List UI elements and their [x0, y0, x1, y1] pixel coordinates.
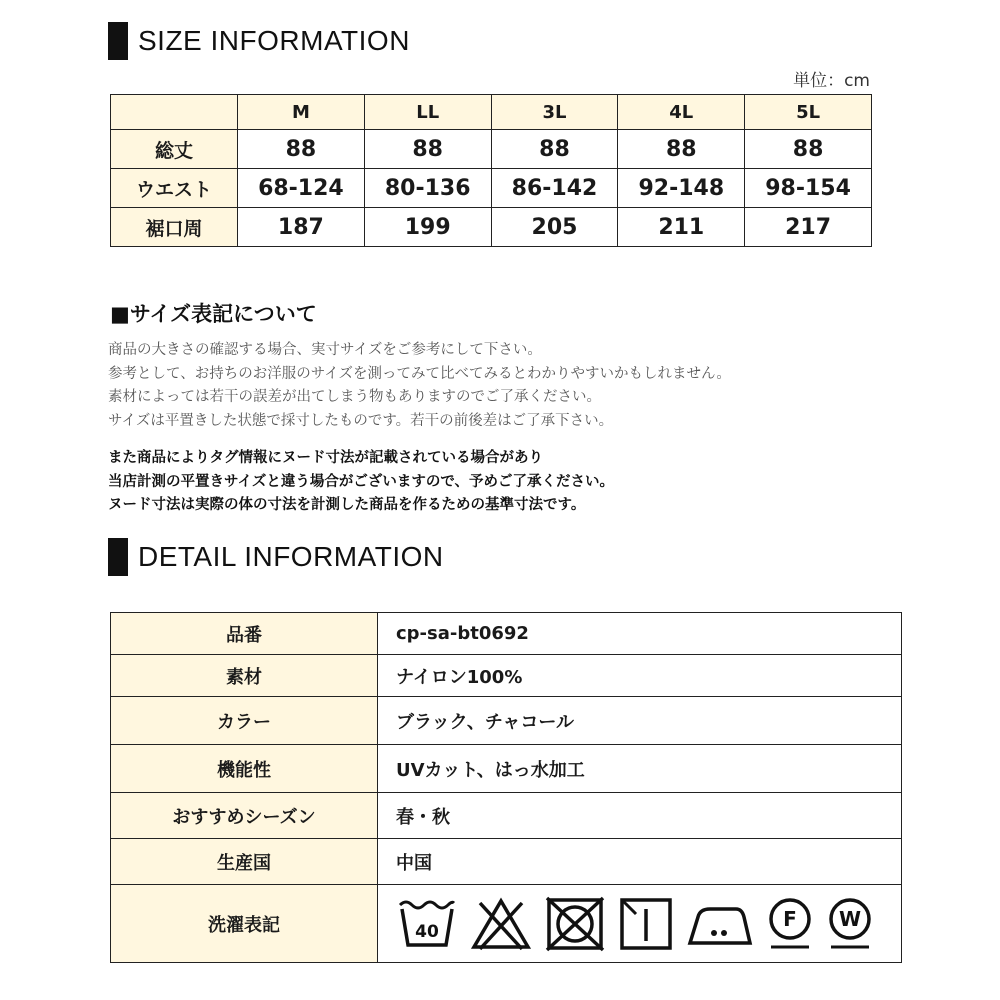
- care-symbols: [378, 885, 902, 963]
- table-cell: 187: [238, 208, 365, 247]
- detail-value-product-number: cp-sa-bt0692: [378, 613, 902, 655]
- table-cell: 205: [491, 208, 618, 247]
- table-cell: 80-136: [364, 169, 491, 208]
- table-cell: 68-124: [238, 169, 365, 208]
- dry-clean-letter: F: [783, 906, 797, 931]
- table-row: [111, 655, 902, 697]
- table-row: [111, 885, 902, 963]
- detail-table: [110, 612, 902, 963]
- detail-value-color: ブラック、チャコール: [378, 697, 902, 745]
- size-note-text: [108, 339, 731, 433]
- row-label-total-length: 総丈: [111, 130, 238, 169]
- table-row: [111, 745, 902, 793]
- note-line: サイズは平置きした状態で採寸したものです。若干の前後差はご了承下さい。: [108, 412, 614, 429]
- table-cell: 86-142: [491, 169, 618, 208]
- detail-label-function: 機能性: [111, 745, 378, 793]
- table-row: [111, 793, 902, 839]
- table-cell: 211: [618, 208, 745, 247]
- size-note-title: ■サイズ表記について: [110, 302, 317, 326]
- line-dry-shade-icon: [618, 895, 674, 953]
- table-row: [111, 613, 902, 655]
- table-cell: 88: [745, 130, 872, 169]
- detail-value-season: 春・秋: [378, 793, 902, 839]
- row-label-hem: 裾口周: [111, 208, 238, 247]
- table-row: [111, 839, 902, 885]
- size-information-title: SIZE INFORMATION: [138, 25, 410, 56]
- note-line: 素材によっては若干の誤差が出てしまう物もありますのでご了承ください。: [108, 389, 601, 405]
- wet-clean-letter: W: [838, 906, 862, 931]
- size-header-m: M: [238, 95, 365, 130]
- heading-bar: [108, 22, 128, 60]
- table-cell: 88: [364, 130, 491, 169]
- unit-label: 単位：cm: [793, 71, 870, 91]
- detail-label-material: 素材: [111, 655, 378, 697]
- note-line: 参考として、お持ちのお洋服のサイズを測ってみて比べてみるとわかりやすいかもしれません。: [108, 365, 731, 382]
- wet-clean-w-icon: [826, 895, 874, 953]
- size-table-header-row: [111, 95, 872, 130]
- table-cell: 88: [238, 130, 365, 169]
- detail-value-material: ナイロン100%: [378, 655, 902, 697]
- heading-bar: [108, 538, 128, 576]
- detail-label-product-number: 品番: [111, 613, 378, 655]
- table-cell: 88: [618, 130, 745, 169]
- size-information-heading: [108, 22, 410, 60]
- note-line: 当店計測の平置きサイズと違う場合がございますので、予めご了承ください。: [108, 473, 615, 490]
- note-line: 商品の大きさの確認する場合、実寸サイズをご参考にして下さい。: [108, 342, 542, 358]
- table-row: [111, 697, 902, 745]
- detail-value-country: 中国: [378, 839, 902, 885]
- detail-label-country: 生産国: [111, 839, 378, 885]
- detail-value-function: UVカット、はっ水加工: [378, 745, 902, 793]
- detail-label-care: 洗濯表記: [111, 885, 378, 963]
- size-header-3l: 3L: [491, 95, 618, 130]
- table-row: [111, 169, 872, 208]
- size-table: [110, 94, 872, 247]
- size-table-corner: [111, 95, 238, 130]
- detail-information-title: DETAIL INFORMATION: [138, 541, 444, 572]
- table-cell: 199: [364, 208, 491, 247]
- table-cell: 217: [745, 208, 872, 247]
- detail-label-season: おすすめシーズン: [111, 793, 378, 839]
- iron-low-icon: [686, 895, 754, 953]
- note-line: ヌード寸法は実際の体の寸法を計測した商品を作るための基準寸法です。: [108, 497, 586, 513]
- no-tumble-dry-icon: [544, 895, 606, 953]
- wash-40-icon: [396, 895, 458, 953]
- detail-information-heading: [108, 538, 444, 576]
- row-label-waist: ウエスト: [111, 169, 238, 208]
- size-header-ll: LL: [364, 95, 491, 130]
- table-cell: 92-148: [618, 169, 745, 208]
- size-note-bold-text: [108, 447, 614, 518]
- no-bleach-icon: [470, 895, 532, 953]
- table-row: [111, 130, 872, 169]
- size-header-4l: 4L: [618, 95, 745, 130]
- detail-label-color: カラー: [111, 697, 378, 745]
- dry-clean-f-icon: [766, 895, 814, 953]
- size-header-5l: 5L: [745, 95, 872, 130]
- note-line: また商品によりタグ情報にヌード寸法が記載されている場合があり: [108, 450, 543, 466]
- table-cell: 88: [491, 130, 618, 169]
- table-row: [111, 208, 872, 247]
- wash-temp-text: 40: [415, 921, 439, 942]
- table-cell: 98-154: [745, 169, 872, 208]
